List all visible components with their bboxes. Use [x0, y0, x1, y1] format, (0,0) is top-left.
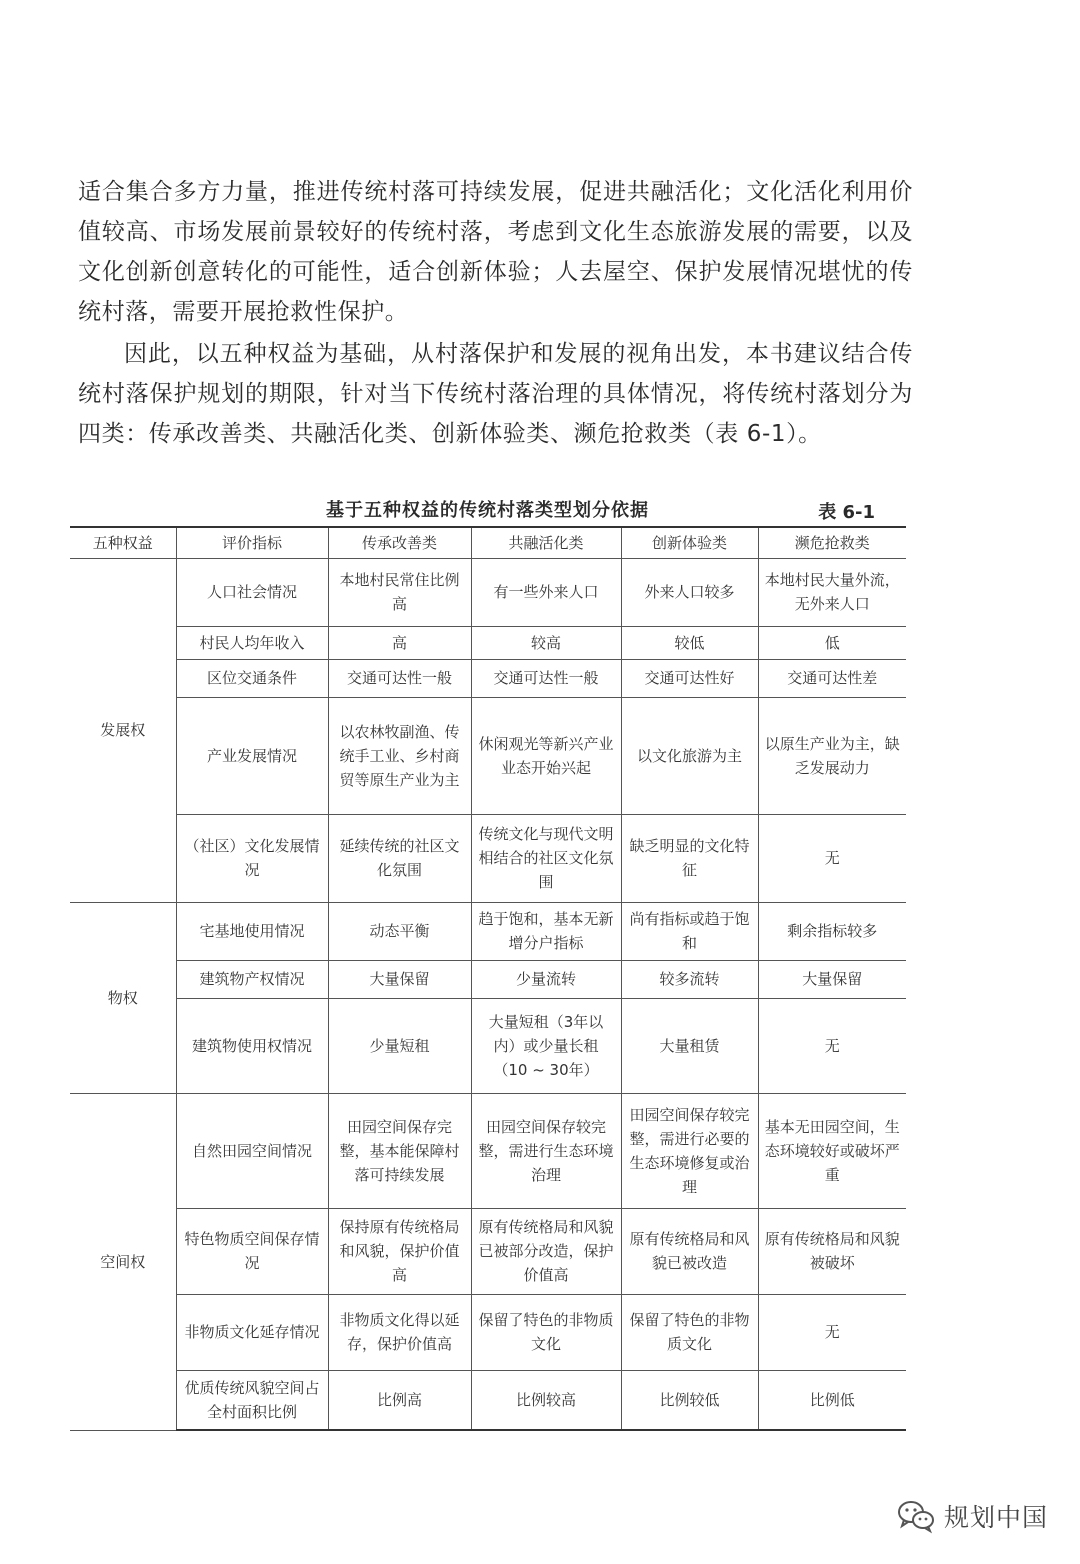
table-row	[70, 1370, 906, 1430]
indicator-cell: 优质传统风貌空间占全村面积比例	[176, 1370, 328, 1430]
intro-paragraph-1: 适合集合多方力量，推进传统村落可持续发展，促进共融活化；文化活化利用价值较高、市场发展前景较好的传统村落，考虑到文化生态旅游发展的需要，以及文化创新创意转化的可能性，适合创新体验；人去屋空、保护发展情况堪忧的传统村落，需要开展抢救性保护。	[78, 179, 913, 325]
value-cell: 本地村民大量外流，无外来人口	[758, 558, 906, 626]
value-cell: 少量短租	[328, 998, 471, 1093]
wechat-icon	[896, 1498, 936, 1534]
indicator-cell: 区位交通条件	[176, 659, 328, 697]
table-header: 评价指标	[176, 527, 328, 558]
table-row	[70, 1093, 906, 1208]
value-cell: 保留了特色的非物质文化	[471, 1294, 621, 1370]
intro-paragraph-2: 因此，以五种权益为基础，从村落保护和发展的视角出发，本书建议结合传统村落保护规划的期限，针对当下传统村落治理的具体情况，将传统村落划分为四类：传承改善类、共融活化类、创新体验类、濒危抢救类（表 6-1）。	[78, 341, 913, 447]
value-cell: 保持原有传统格局和风貌，保护价值高	[328, 1208, 471, 1294]
value-cell: 原有传统格局和风貌被破坏	[758, 1208, 906, 1294]
value-cell: 缺乏明显的文化特征	[621, 814, 758, 902]
table-header: 传承改善类	[328, 527, 471, 558]
table-row	[70, 659, 906, 697]
value-cell: 原有传统格局和风貌已被改造	[621, 1208, 758, 1294]
table-row	[70, 960, 906, 998]
value-cell: 大量租赁	[621, 998, 758, 1093]
value-cell: 比例低	[758, 1370, 906, 1430]
table-header: 濒危抢救类	[758, 527, 906, 558]
table-header: 五种权益	[70, 527, 176, 558]
indicator-cell: 特色物质空间保存情况	[176, 1208, 328, 1294]
indicator-cell: 宅基地使用情况	[176, 902, 328, 960]
value-cell: 较多流转	[621, 960, 758, 998]
indicator-cell: 人口社会情况	[176, 558, 328, 626]
table-row	[70, 626, 906, 659]
value-cell: 无	[758, 998, 906, 1093]
value-cell: 交通可达性一般	[471, 659, 621, 697]
value-cell: 保留了特色的非物质文化	[621, 1294, 758, 1370]
value-cell: 传统文化与现代文明相结合的社区文化氛围	[471, 814, 621, 902]
value-cell: 尚有指标或趋于饱和	[621, 902, 758, 960]
value-cell: 田园空间保存较完整，需进行必要的生态环境修复或治理	[621, 1093, 758, 1208]
value-cell: 大量短租（3年以内）或少量长租（10 ~ 30年）	[471, 998, 621, 1093]
indicator-cell: 非物质文化延存情况	[176, 1294, 328, 1370]
value-cell: 本地村民常住比例高	[328, 558, 471, 626]
watermark	[896, 1496, 1048, 1536]
value-cell: 低	[758, 626, 906, 659]
table-title: 基于五种权益的传统村落类型划分依据	[326, 500, 649, 521]
value-cell: 比例较低	[621, 1370, 758, 1430]
category-cell: 空间权	[70, 1093, 176, 1430]
intro-text	[78, 172, 913, 454]
table-caption	[70, 494, 905, 524]
category-cell: 发展权	[70, 558, 176, 902]
table-row	[70, 697, 906, 814]
indicator-cell: 建筑物使用权情况	[176, 998, 328, 1093]
value-cell: 以原生产业为主，缺乏发展动力	[758, 697, 906, 814]
value-cell: 比例高	[328, 1370, 471, 1430]
value-cell: 大量保留	[758, 960, 906, 998]
table-header: 创新体验类	[621, 527, 758, 558]
table-row	[70, 998, 906, 1093]
value-cell: 高	[328, 626, 471, 659]
indicator-cell: 村民人均年收入	[176, 626, 328, 659]
value-cell: 动态平衡	[328, 902, 471, 960]
value-cell: 大量保留	[328, 960, 471, 998]
value-cell: 外来人口较多	[621, 558, 758, 626]
value-cell: 原有传统格局和风貌已被部分改造，保护价值高	[471, 1208, 621, 1294]
value-cell: 以文化旅游为主	[621, 697, 758, 814]
value-cell: 以农林牧副渔、传统手工业、乡村商贸等原生产业为主	[328, 697, 471, 814]
value-cell: 有一些外来人口	[471, 558, 621, 626]
value-cell: 延续传统的社区文化氛围	[328, 814, 471, 902]
value-cell: 趋于饱和，基本无新增分户指标	[471, 902, 621, 960]
value-cell: 田园空间保存完整，基本能保障村落可持续发展	[328, 1093, 471, 1208]
table-row	[70, 902, 906, 960]
value-cell: 交通可达性一般	[328, 659, 471, 697]
indicator-cell: 自然田园空间情况	[176, 1093, 328, 1208]
value-cell: 无	[758, 1294, 906, 1370]
watermark-text: 规划中国	[944, 1503, 1049, 1532]
value-cell: 少量流转	[471, 960, 621, 998]
value-cell: 较高	[471, 626, 621, 659]
table-header-row	[70, 527, 906, 558]
indicator-cell: （社区）文化发展情况	[176, 814, 328, 902]
table-row	[70, 558, 906, 626]
indicator-cell: 建筑物产权情况	[176, 960, 328, 998]
category-cell: 物权	[70, 902, 176, 1093]
value-cell: 基本无田园空间，生态环境较好或破坏严重	[758, 1093, 906, 1208]
value-cell: 非物质文化得以延存，保护价值高	[328, 1294, 471, 1370]
value-cell: 交通可达性好	[621, 659, 758, 697]
table-row	[70, 1208, 906, 1294]
value-cell: 田园空间保存较完整，需进行生态环境治理	[471, 1093, 621, 1208]
table-header: 共融活化类	[471, 527, 621, 558]
value-cell: 较低	[621, 626, 758, 659]
value-cell: 交通可达性差	[758, 659, 906, 697]
table-row	[70, 814, 906, 902]
value-cell: 休闲观光等新兴产业业态开始兴起	[471, 697, 621, 814]
table-number: 表 6-1	[818, 502, 875, 523]
value-cell: 比例较高	[471, 1370, 621, 1430]
value-cell: 无	[758, 814, 906, 902]
value-cell: 剩余指标较多	[758, 902, 906, 960]
table-row	[70, 1294, 906, 1370]
classification-table	[70, 526, 906, 1431]
indicator-cell: 产业发展情况	[176, 697, 328, 814]
